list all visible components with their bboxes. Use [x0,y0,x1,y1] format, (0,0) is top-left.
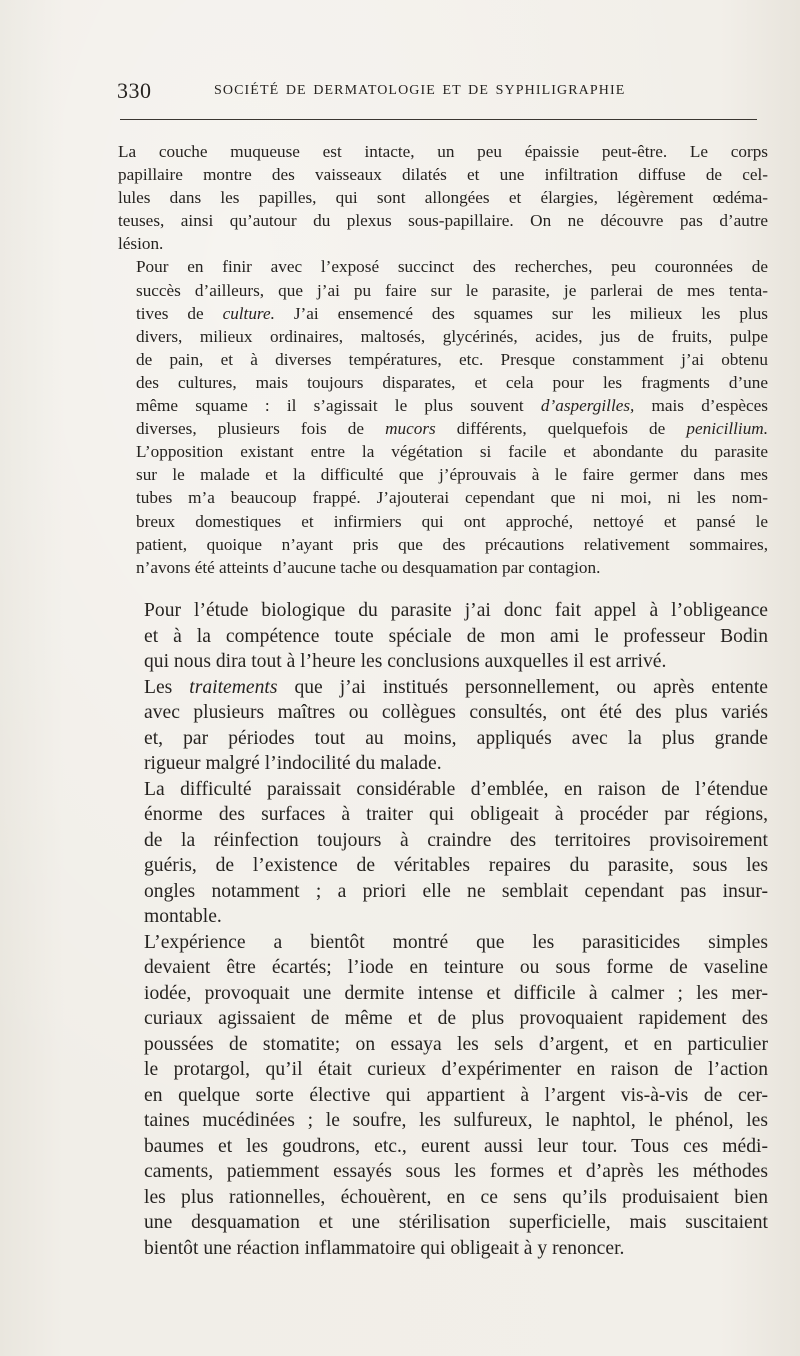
text-line: tubes m’a beaucoup frappé. J’ajouterai cependant que ni moi, ni les nom- [136,488,768,508]
text-line: avec plusieurs maîtres ou collègues consultés, ont été des plus variés [144,702,768,723]
text-run: Les [144,676,190,698]
text-line [118,394,768,417]
text-line [118,675,768,701]
text-line: de la réinfection toujours à craindre des territoires provisoirement [144,829,768,851]
italic-term: d’aspergilles, [540,396,635,416]
text-line: énorme des surfaces à traiter qui obligeait à procéder par régions, [144,804,768,825]
text-line: qui nous dira tout à l’heure les conclusions auxquelles il est arrivé. [144,651,667,672]
main-text-section [118,598,768,1261]
text-line: guéris, de l’existence de véritables repaires du parasite, sous les [144,855,768,876]
text-line: curiaux agissaient de même et de plus provoquaient rapidement des [144,1008,768,1029]
italic-term: penicillium. [686,419,768,439]
text-line: n’avons été atteints d’aucune tache ou desquamation par contagion. [136,557,601,577]
text-line: une desquamation et une stérilisation superficielle, mais suscitaient [144,1212,768,1233]
text-line: L’expérience a bientôt montré que les parasiticides simples [144,931,768,953]
page-header [117,78,757,108]
paragraph-experience [118,930,768,1262]
text-line: iodée, provoquait une dermite intense et difficile à calmer ; les mer- [144,982,768,1004]
paragraph-histology [118,140,768,255]
text-line: et à la compétence toute spéciale de mon ami le professeur Bodin [144,625,768,647]
text-line: lésion. [118,234,164,254]
text-line: succès d’ailleurs, que j’ai pu faire sur le parasite, je parlerai de mes tenta- [136,280,768,300]
paragraph-difficulty [118,777,768,930]
text-line: La difficulté paraissait considérable d’emblée, en raison de l’étendue [144,778,768,800]
text-line: de pain, et à diverses températures, etc. Presque constamment j’ai obtenu [136,349,768,369]
text-line: La couche muqueuse est intacte, un peu épaissie peut-être. Le corps [118,142,768,161]
text-run: J’ai ensemencé des squames sur les milieux les plus [274,303,768,323]
text-line: ongles notamment ; a priori elle ne semblait cependant pas insur- [144,880,768,902]
text-line: teuses, ainsi qu’autour du plexus sous-papillaire. On ne découvre pas d’autre [118,211,768,231]
text-line: le protargol, qu’il était curieux d’expérimenter en raison de l’action [144,1059,768,1080]
text-line: Pour l’étude biologique du parasite j’ai donc fait appel à l’obligeance [144,600,768,621]
text-line: rigueur malgré l’indocilité du malade. [144,753,442,774]
text-line: sur le malade et la difficulté que j’éprouvais à le faire germer dans mes [136,465,768,485]
italic-term: culture. [222,303,275,323]
paragraph-biology [118,598,768,675]
text-line: breux domestiques et infirmiers qui ont approché, nettoyé et pansé le [136,511,768,531]
text-line [118,417,768,440]
text-line: montable. [144,906,222,927]
text-run: que j’ai institués personnellement, ou après entente [277,676,768,698]
text-line: divers, milieux ordinaires, maltosés, glycérinés, acides, jus de fruits, pulpe [136,326,768,346]
text-line: baumes et les goudrons, etc., eurent aussi leur tour. Tous ces médi- [144,1135,768,1157]
text-line: L’opposition existant entre la végétation si facile et abondante du parasite [136,442,768,462]
text-line: lules dans les papilles, qui sont allongées et élargies, légèrement œdéma- [118,188,768,208]
text-run: mais d’espèces [634,396,768,416]
text-line: poussées de stomatite; on essaya les sels d’argent, et en particulier [144,1033,768,1055]
italic-term: mucors [385,419,436,439]
text-line: des cultures, mais toujours disparates, et cela pour les fragments d’une [136,372,768,392]
page-number: 330 [117,78,152,103]
text-line: les plus rationnelles, échouèrent, en ce sens qu’ils produisaient bien [144,1186,768,1208]
text-line: et, par périodes tout au moins, appliqués avec la plus grande [144,727,768,749]
text-line: Pour en finir avec l’exposé succinct des recherches, peu couronnées de [136,257,768,277]
text-line: en quelque sorte élective qui appartient à l’argent vis-à-vis de cer- [144,1084,768,1106]
paragraph-treatments [118,675,768,777]
small-print-section [118,140,768,579]
text-run: différents, quelquefois de [435,419,687,439]
text-line: papillaire montre des vaisseaux dilatés et une infiltration diffuse de cel- [118,165,768,185]
italic-term: traitements [189,676,278,698]
text-line: caments, patiemment essayés sous les formes et d’après les méthodes [144,1161,768,1182]
paragraph-cultures [118,255,768,578]
text-line: devaient être écartés; l’iode en teinture ou sous forme de vaseline [144,957,768,978]
text-run: même squame : il s’agissait le plus souvent [136,396,541,416]
text-line [118,302,768,325]
text-line: patient, quoique n’ayant pris que des précautions relativement sommaires, [136,534,768,554]
running-title: SOCIÉTÉ DE DERMATOLOGIE ET DE SYPHILIGRAPHIE [214,83,626,98]
text-run: tives de [136,303,223,323]
header-rule [120,119,757,120]
text-run: diverses, plusieurs fois de [136,419,386,439]
text-line: taines mucédinées ; le soufre, les sulfureux, le naphtol, le phénol, les [144,1110,768,1131]
text-line: bientôt une réaction inflammatoire qui obligeait à y renoncer. [144,1237,625,1259]
